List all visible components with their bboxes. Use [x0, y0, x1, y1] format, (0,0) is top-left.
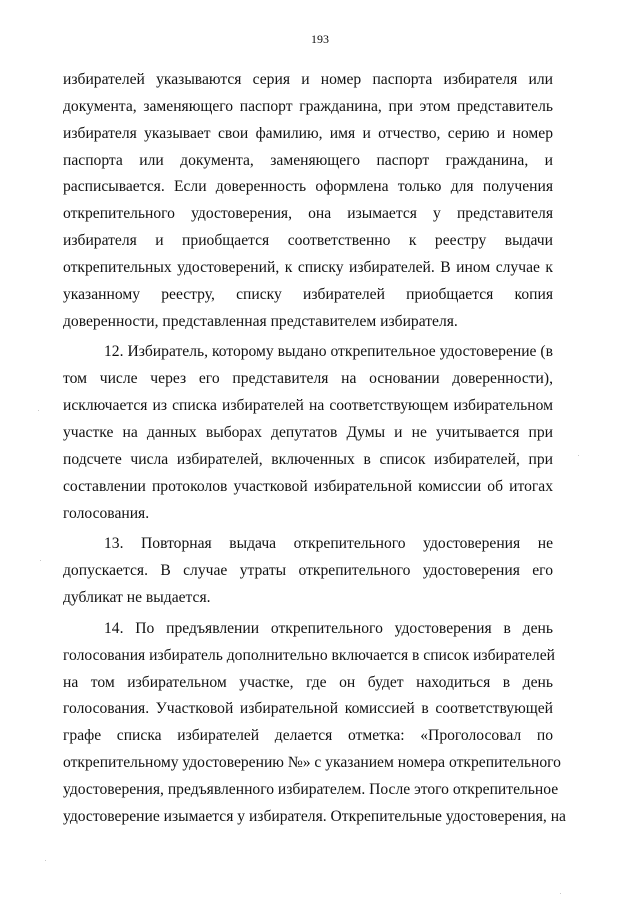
text-line: 12. Избиратель, которому выдано открепительное удостоверение (в — [104, 343, 553, 361]
text-line: голосования. — [63, 504, 150, 522]
scan-speck — [45, 860, 46, 861]
paragraph — [63, 616, 566, 831]
text-line: составлении протоколов участковой избирательной комиссии об итогах — [63, 477, 553, 495]
text-line: участке на данных выборах депутатов Думы и не учитывается при — [63, 423, 553, 441]
text-line: избирателей указываются серия и номер паспорта избирателя или — [63, 71, 553, 88]
text-line: удостоверения, предъявленного избирателем. После этого открепительное — [63, 780, 559, 798]
text-line: паспорта или документа, заменяющего паспорт гражданина, и — [63, 151, 553, 169]
text-line: 14. По предъявлении открепительного удостоверения в день — [104, 619, 553, 637]
scan-speck — [578, 455, 579, 456]
text-line: открепительному удостоверению №» с указанием номера открепительного — [63, 754, 561, 772]
text-line: расписывается. Если доверенность оформлена только для получения — [63, 178, 553, 196]
paragraph — [63, 67, 553, 335]
text-line: на том избирательном участке, где он будет находиться в день — [63, 673, 553, 691]
text-line: доверенности, представленная представителем избирателя. — [63, 312, 458, 330]
scan-speck — [560, 893, 561, 894]
text-line: 13. Повторная выдача открепительного удостоверения не — [104, 535, 553, 553]
scan-speck — [40, 560, 41, 561]
text-line: голосования избиратель дополнительно включается в список избирателей — [63, 646, 555, 664]
text-line: исключается из списка избирателей на соответствующем избирательном — [63, 397, 553, 415]
text-line: допускается. В случае утраты открепительного удостоверения его — [63, 562, 553, 580]
text-line: подсчете числа избирателей, включенных в список избирателей, при — [63, 450, 553, 468]
paragraph — [63, 531, 553, 612]
scan-speck — [38, 410, 39, 411]
paragraph — [63, 339, 553, 527]
page-number: 193 — [311, 32, 329, 46]
text-line: том числе через его представителя на основании доверенности), — [63, 370, 553, 388]
text-line: избирателя указывает свои фамилию, имя и отчество, серию и номер — [63, 124, 553, 142]
text-line: удостоверение изымается у избирателя. Открепительные удостоверения, на — [63, 807, 566, 825]
text-line: указанному реестру, списку избирателей приобщается копия — [63, 285, 553, 303]
text-line: открепительных удостоверений, к списку избирателей. В ином случае к — [63, 258, 553, 276]
text-line: документа, заменяющего паспорт гражданина, при этом представитель — [63, 97, 553, 115]
text-line: графе списка избирателей делается отметка: «Проголосовал по — [63, 727, 553, 745]
document-body — [63, 67, 566, 831]
text-line: открепительного удостоверения, она изымается у представителя — [63, 205, 553, 223]
text-line: голосования. Участковой избирательной комиссией в соответствующей — [63, 700, 553, 718]
text-line: дубликат не выдается. — [63, 589, 211, 607]
text-line: избирателя и приобщается соответственно к реестру выдачи — [63, 232, 553, 250]
